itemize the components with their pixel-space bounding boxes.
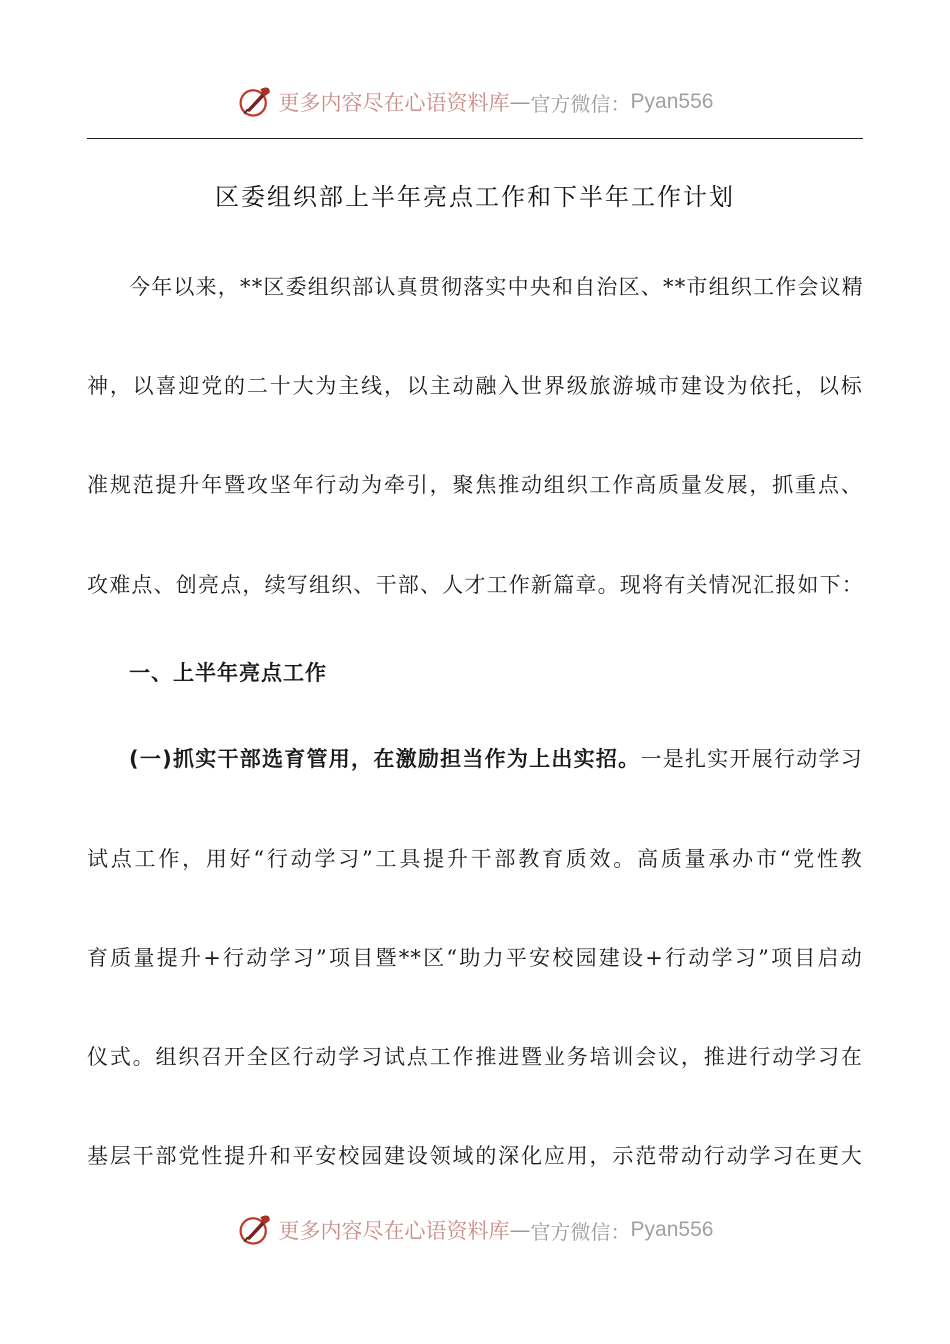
quill-logo-icon — [237, 84, 273, 120]
banner-wechat-label: 官方微信： — [530, 91, 631, 116]
intro-line-2: 神，以喜迎党的二十大为主线，以主动融入世界级旅游城市建设为依托，以标 — [87, 374, 863, 398]
footer-brand-text: 更多内容尽在心语资料库 — [278, 1219, 510, 1243]
footer-wechat-label: 官方微信： — [530, 1219, 631, 1244]
footer-dash: — — [509, 1218, 531, 1242]
body-line-2: 育质量提升+行动学习”项目暨**区“助力平安校园建设+行动学习”项目启动 — [87, 946, 863, 970]
body-line-4: 基层干部党性提升和平安校园建设领域的深化应用，示范带动行动学习在更大 — [87, 1144, 863, 1168]
banner-wechat-id: Pyan556 — [630, 90, 714, 113]
document-title: 区委组织部上半年亮点工作和下半年工作计划 — [215, 183, 735, 211]
body-line-1: 试点工作，用好“行动学习”工具提升干部教育质效。高质量承办市“党性教 — [87, 847, 863, 871]
quill-logo-icon — [237, 1212, 273, 1248]
subsection-line-1 — [87, 744, 863, 774]
body-line-3: 仪式。组织召开全区行动学习试点工作推进暨业务培训会议，推进行动学习在 — [87, 1045, 863, 1069]
footer-wechat-id: Pyan556 — [630, 1218, 714, 1241]
intro-line-3: 准规范提升年暨攻坚年行动为牵引，聚焦推动组织工作高质量发展，抓重点、 — [87, 473, 863, 497]
footer-banner — [0, 1208, 950, 1252]
banner-dash: — — [509, 90, 531, 114]
header-banner — [0, 80, 950, 124]
banner-brand-text: 更多内容尽在心语资料库 — [278, 91, 510, 115]
intro-line-4: 攻难点、创亮点，续写组织、干部、人才工作新篇章。现将有关情况汇报如下： — [87, 573, 864, 597]
header-divider — [87, 138, 863, 139]
subsection-rest: 一是扎实开展行动学习 — [640, 747, 863, 771]
intro-line-1: 今年以来，**区委组织部认真贯彻落实中央和自治区、**市组织工作会议精 — [129, 275, 864, 299]
subsection-bold-lead: (一)抓实干部选育管用，在激励担当作为上出实招。 — [129, 747, 641, 771]
section-heading: 一、上半年亮点工作 — [129, 661, 327, 685]
